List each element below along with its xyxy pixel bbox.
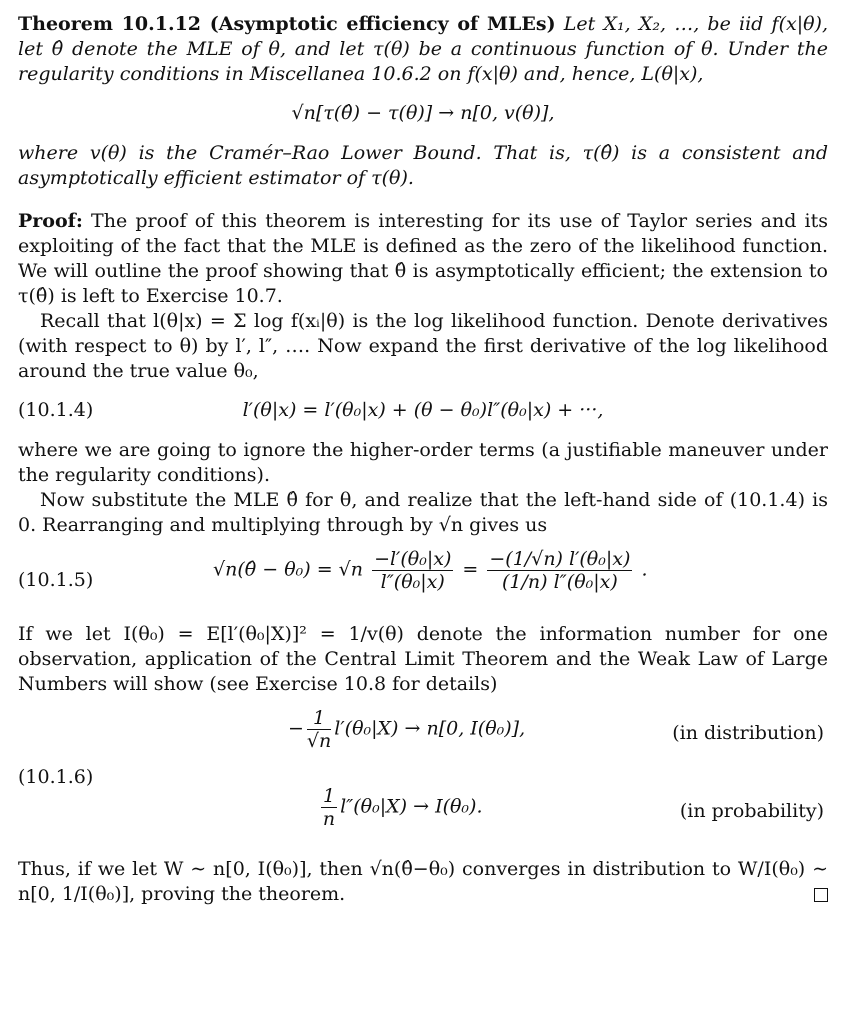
- theorem-text: Let X₁, X₂, …, be iid f(x|θ), let θ̂ denote the MLE of θ, and let τ(θ) be a continuous function of θ. Under the regularity conditions in Miscellanea 10.6.2 on f(x|θ) and, hence, L(θ|x),: [18, 13, 828, 85]
- proof-p6: Thus, if we let W ∼ n[0, I(θ₀)], then √n(θ̂−θ₀) converges in distribution to W/I(θ₀) ∼ n[0, 1/I(θ₀)], proving the theorem.: [18, 858, 828, 905]
- eq5-lhs: √n(θ̂ − θ₀) = √n: [213, 558, 364, 581]
- equation-10-1-5: [18, 548, 828, 612]
- equation-10-1-6: [18, 707, 828, 857]
- theorem-statement: [18, 12, 828, 87]
- fraction-denominator: n: [322, 808, 336, 830]
- theorem-text-2: where v(θ) is the Cramér–Rao Lower Bound. That is, τ(θ̂) is a consistent and asymptotically efficient estimator of τ(θ).: [18, 142, 828, 189]
- fraction-denominator: √n: [306, 730, 332, 752]
- eq6b-body: l″(θ₀|X) → I(θ₀).: [340, 795, 483, 818]
- theorem-display: √n[τ(θ̂) − τ(θ)] → n[0, v(θ)],: [291, 102, 555, 124]
- eq6-fraction-2: [321, 785, 337, 830]
- eq5-period: .: [641, 558, 648, 581]
- proof-paragraph-6: [18, 857, 828, 907]
- theorem-label: Theorem 10.1.12 (Asymptotic efficiency of MLEs): [18, 13, 556, 35]
- page: [18, 12, 828, 907]
- equation-number: (10.1.4): [18, 399, 94, 421]
- equation-number: (10.1.5): [18, 569, 94, 591]
- equation-body: l′(θ|x) = l′(θ₀|x) + (θ − θ₀)l″(θ₀|x) + ···,: [242, 399, 604, 421]
- proof-paragraph-4: Now substitute the MLE θ̂ for θ, and realize that the left-hand side of (10.1.4) is 0. Rearranging and multiplying through by √n gives us: [18, 489, 828, 536]
- eq6-line-1: [288, 707, 525, 752]
- eq6-minus: −: [288, 717, 304, 740]
- fraction-numerator: 1: [323, 785, 336, 807]
- eq6-fraction-1: [307, 707, 331, 752]
- qed-square-icon: [814, 888, 828, 902]
- equation-10-1-4: [18, 384, 828, 438]
- eq5-equals: =: [462, 558, 479, 581]
- theorem-display-equation: [18, 87, 828, 141]
- eq5-fraction-1: [372, 548, 453, 593]
- proof-label: Proof:: [18, 210, 83, 232]
- equation-number: (10.1.6): [18, 766, 94, 788]
- proof-paragraph-1: [18, 209, 828, 309]
- fraction-numerator: −(1/√n) l′(θ₀|x): [489, 548, 631, 570]
- eq6-line-2: [318, 785, 483, 830]
- proof-paragraph-3: where we are going to ignore the higher-order terms (a justifiable maneuver under the regularity conditions).: [18, 439, 828, 486]
- proof-paragraph-5: If we let I(θ₀) = E[l′(θ₀|X)]² = 1/v(θ) denote the information number for one observation, application of the Central Limit Theorem and the Weak Law of Large Numbers will show (see Exercise 10.8 for details): [18, 623, 828, 695]
- equation-body: [213, 548, 648, 593]
- eq6a-body: l′(θ₀|X) → n[0, I(θ₀)],: [334, 717, 526, 740]
- proof-p1: The proof of this theorem is interesting for its use of Taylor series and its exploiting of the fact that the MLE is defined as the zero of the likelihood function. We will outline the proof showing that θ̂ is asymptotically efficient; the extension to τ(θ̂) is left to Exercise 10.7.: [18, 210, 828, 307]
- eq5-fraction-2: [487, 548, 632, 593]
- eq6a-note: (in distribution): [672, 722, 824, 744]
- fraction-numerator: 1: [307, 707, 331, 730]
- eq6b-note: (in probability): [679, 800, 824, 822]
- fraction-denominator: (1/n) l″(θ₀|x): [502, 571, 618, 593]
- fraction-denominator: l″(θ₀|x): [380, 571, 445, 593]
- fraction-numerator: −l′(θ₀|x): [374, 548, 452, 570]
- proof-paragraph-2: Recall that l(θ|x) = Σ log f(xᵢ|θ) is the log likelihood function. Denote derivatives (with respect to θ) by l′, l″, …. Now expand the first derivative of the log likelihood around the true value θ₀,: [18, 310, 828, 382]
